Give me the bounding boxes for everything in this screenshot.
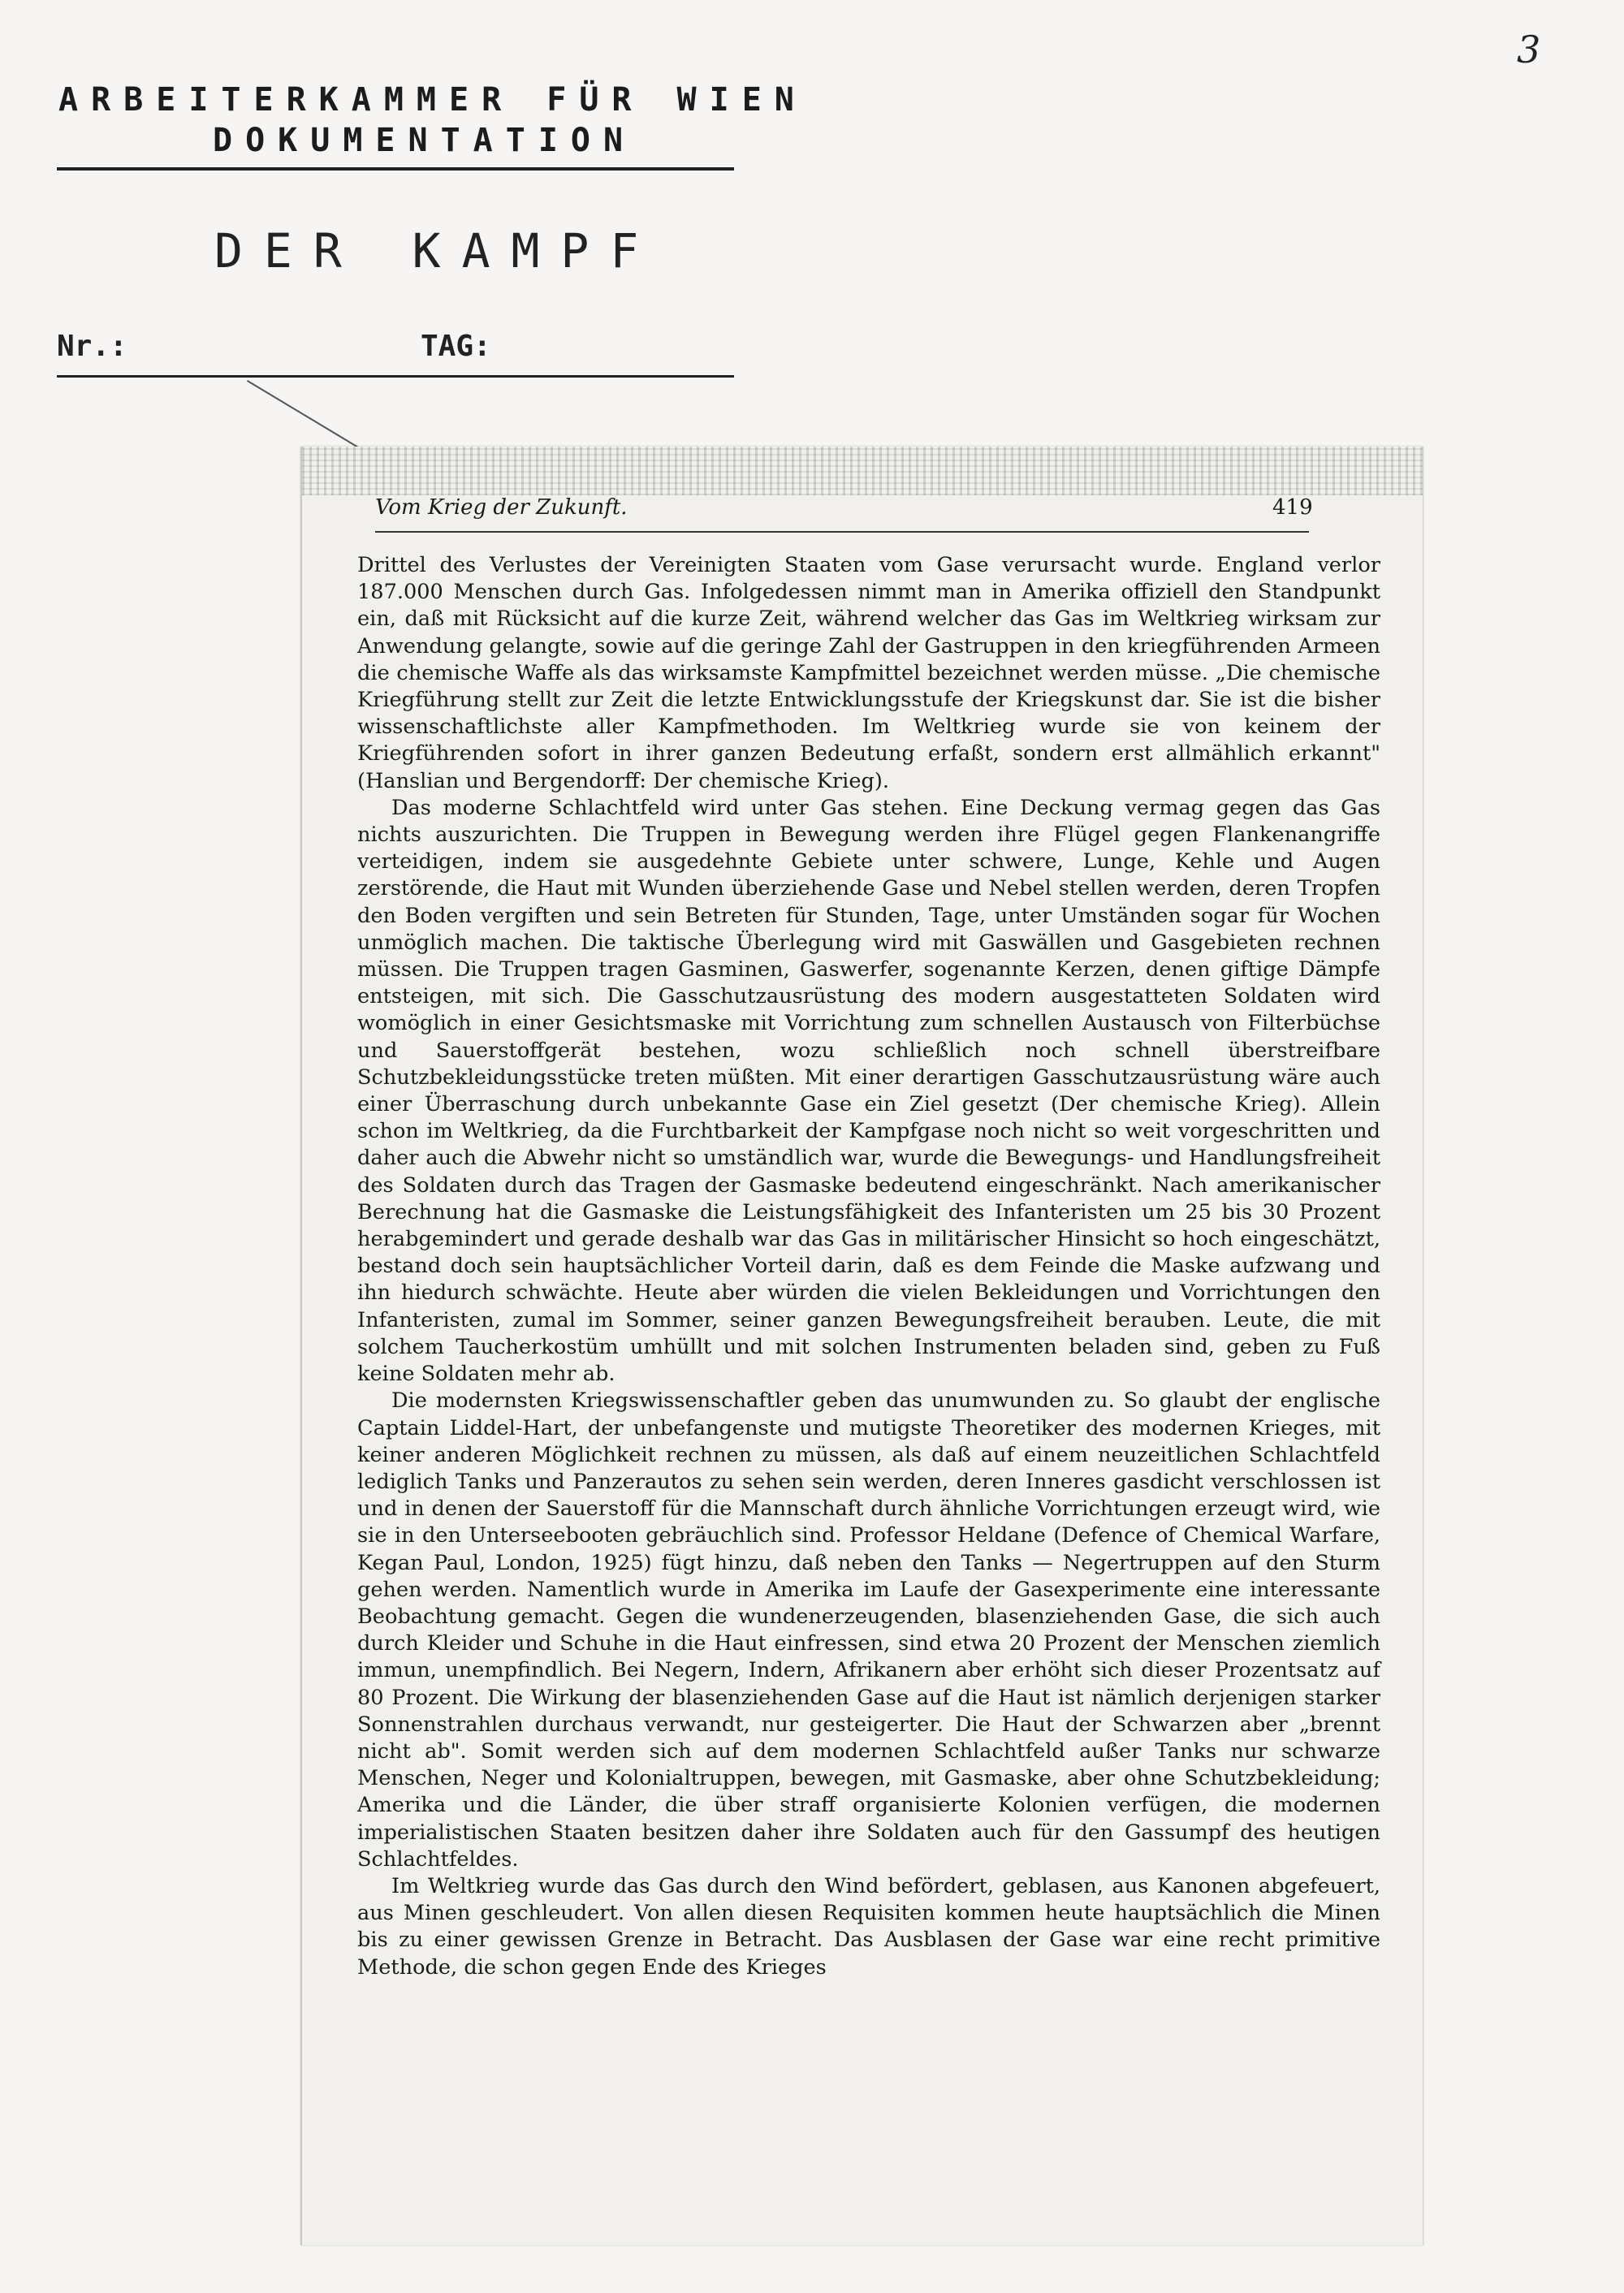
paragraph: Im Weltkrieg wurde das Gas durch den Wind befördert, geblasen, aus Kanonen abgefeuert, aus Minen geschleudert. Von allen diesen Requisiten kommen heute hauptsächlich die Minen bis zu einer gewissen Grenze in Betracht. Das Ausblasen der Gase war eine recht primitive Methode, die schon gegen Ende des Krieges [357, 1873, 1380, 1980]
stamp-institution: ARBEITERKAMMER FÜR WIEN [58, 81, 807, 119]
tag-field-label: TAG: [421, 330, 491, 363]
paragraph: Drittel des Verlustes der Vereinigten Staaten vom Gase verursacht wurde. England verlor 187.000 Menschen durch Gas. Infolgedessen nimmt man in Amerika offiziell den Standpunkt ein, daß mit Rücksicht auf die kurze Zeit, während welcher das Gas im Weltkrieg wirksam zur Anwendung gelangte, sowie auf die geringe Zahl der Gastruppen in den kriegführenden Armeen die chemische Waffe als das wirksamste Kampfmittel bezeichnet werden müsse. „Die chemische Kriegführung stellt zur Zeit die letzte Entwicklungsstufe der Kriegskunst dar. Sie ist die bisher wissenschaftlichste aller Kampfmethoden. Im Weltkrieg wurde sie von keinem der Kriegführenden sofort in ihrer ganzen Bedeutung erfaßt, sondern erst allmählich erkannt" (Hanslian und Bergendorff: Der chemische Krieg). [357, 553, 1380, 793]
clipping-page-number: 419 [1272, 495, 1313, 520]
running-head-rule [375, 531, 1309, 533]
archive-stamp [58, 81, 807, 159]
running-head: Vom Krieg der Zukunft. [375, 495, 628, 520]
article-body [357, 552, 1380, 1981]
archive-page-number: 3 [1517, 28, 1541, 71]
paragraph: Das moderne Schlachtfeld wird unter Gas stehen. Eine Deckung vermag gegen das Gas nichts auszurichten. Die Truppen in Bewegung werden ihre Flügel gegen Flankenangriffe verteidigen, indem sie ausgedehnte Gebiete unter schwere, Lunge, Kehle und Augen zerstörende, die Haut mit Wunden überziehende Gase und Nebel stellen werden, deren Tropfen den Boden vergiften und sein Betreten für Stunden, Tage, unter Umständen sogar für Wochen unmöglich machen. Die taktische Überlegung wird mit Gaswällen und Gasgebieten rechnen müssen. Die Truppen tragen Gasminen, Gaswerfer, sogenannte Kerzen, denen giftige Dämpfe entsteigen, mit sich. Die Gasschutzausrüstung des modern ausgestatteten Soldaten wird womöglich in einer Gesichtsmaske mit Vorrichtung zum schnellen Austausch von Filterbüchse und Sauerstoffgerät bestehen, wozu schließlich noch schnell überstreifbare Schutzbekleidungsstücke treten müßten. Mit einer derartigen Gasschutzausrüstung wäre auch einer Überraschung durch unbekannte Gase ein Ziel gesetzt (Der chemische Krieg). Allein schon im Weltkrieg, da die Furchtbarkeit der Kampfgase noch nicht so weit vorgeschritten und daher auch die Abwehr nicht so umständlich war, wurde die Bewegungs- und Handlungsfreiheit des Soldaten durch das Tragen der Gasmaske bedeutend eingeschränkt. Nach amerikanischer Berechnung hat die Gasmaske die Leistungsfähigkeit des Infanteristen um 25 bis 30 Prozent herabgemindert und gerade deshalb war das Gas in militärischer Hinsicht so hoch eingeschätzt, bestand doch sein hauptsächlicher Vorteil darin, daß es dem Feinde die Maske aufzwang und ihn hiedurch schwächte. Heute aber würden die vielen Bekleidungen und Vorrichtungen den Infanteristen, zumal im Sommer, seiner ganzen Bewegungsfreiheit berauben. Leute, die mit solchem Taucherkostüm umhüllt und mit solchen Instrumenten beladen sind, geben zu Fuß keine Soldaten mehr ab. [357, 795, 1380, 1387]
stamp-divider-bottom [57, 375, 734, 378]
paragraph: Die modernsten Kriegswissenschaftler geben das unumwunden zu. So glaubt der englische Captain Liddel-Hart, der unbefangenste und mutigste Theoretiker des modernen Krieges, mit keiner anderen Möglichkeit rechnen zu müssen, als daß auf einem neuzeitlichen Schlachtfeld lediglich Tanks und Panzerautos zu sehen sein werden, deren Inneres gasdicht verschlossen ist und in denen der Sauerstoff für die Mannschaft durch ähnliche Vorrichtungen erzeugt wird, wie sie in den Unterseebooten gebräuchlich sind. Professor Heldane (Defence of Chemical Warfare, Kegan Paul, London, 1925) fügt hinzu, daß neben den Tanks — Negertruppen auf den Sturm gehen werden. Namentlich wurde in Amerika im Laufe der Gasexperimente eine interessante Beobachtung gemacht. Gegen die wundenerzeugenden, blasenziehenden Gase, die sich auch durch Kleider und Schuhe in die Haut einfressen, sind etwa 20 Prozent der Menschen ziemlich immun, unempfindlich. Bei Negern, Indern, Afrikanern aber erhöht sich dieser Prozentsatz auf 80 Prozent. Die Wirkung der blasenziehenden Gase auf die Haut ist nämlich derjenigen starker Sonnenstrahlen durchaus verwandt, nur gesteigerter. Die Haut der Schwarzen aber „brennt nicht ab". Somit werden sich auf dem modernen Schlachtfeld außer Tanks nur schwarze Menschen, Neger und Kolonialtruppen, bewegen, mit Gasmaske, aber ohne Schutzbekleidung; Amerika und die Länder, die über straff organisierte Kolonien verfügen, die modernen imperialistischen Staaten besitzen daher ihre Soldaten auch für den Gassumpf des heutigen Schlachtfeldes. [357, 1388, 1380, 1872]
nr-field-label: Nr.: [57, 330, 127, 363]
stamp-department: DOKUMENTATION [213, 122, 637, 159]
journal-title: DER KAMPF [214, 223, 660, 279]
pointer-line [247, 380, 359, 448]
newspaper-clipping [300, 447, 1423, 2245]
photocopy-speckle [302, 447, 1423, 495]
stamp-divider-top [57, 167, 734, 171]
